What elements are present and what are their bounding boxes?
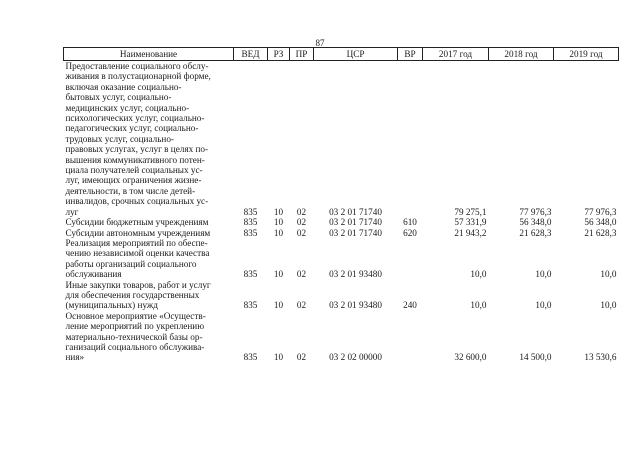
row-csr-cell: 03 2 01 71740	[329, 217, 382, 228]
row-2018-cell: 21 628,3	[519, 227, 552, 238]
row-pr-cell: 02	[296, 300, 307, 311]
row-2018-cell: 56 348,0	[519, 217, 552, 228]
row-pr-cell: 02	[296, 206, 307, 217]
row-2019-cell: 21 628,3	[584, 227, 617, 238]
row-ved-cell: 835	[243, 206, 258, 217]
row-pr-cell: 02	[296, 269, 307, 280]
row-name-cell: Основное мероприятие «Осуществ- ление мероприятий по укреплению материально-технической базы ор- ганизаций социального обслужива- ния»	[65, 310, 206, 363]
header-pr: ПР	[290, 48, 314, 61]
header-csr: ЦСР	[314, 48, 398, 61]
row-vr-cell: 240	[403, 300, 417, 311]
header-ved: ВЕД	[234, 48, 268, 61]
header-2018: 2018 год	[489, 48, 554, 61]
row-ved-cell: 835	[243, 269, 258, 280]
row-2018-cell: 10,0	[535, 300, 552, 311]
row-2019-cell: 13 530,6	[584, 352, 617, 363]
row-vr-cell	[398, 238, 423, 280]
row-ved-cell: 835	[243, 217, 258, 228]
row-rz-cell: 10	[273, 217, 284, 228]
row-2018-cell: 14 500,0	[519, 352, 552, 363]
row-2017-cell: 21 943,2	[454, 227, 487, 238]
row-vr-cell: 610	[403, 217, 417, 228]
row-pr-cell: 02	[296, 352, 307, 363]
row-2017-cell: 57 331,9	[454, 217, 487, 228]
row-name-cell: Субсидии автономным учреждениям	[65, 227, 211, 238]
row-2019-cell: 56 348,0	[584, 217, 617, 228]
row-name-cell: Реализация мероприятий по обеспе- чению независимой оценки качества работы организаций социального обслуживания	[65, 237, 210, 280]
table-row	[64, 217, 619, 227]
row-csr-cell: 03 2 01 93480	[329, 300, 382, 311]
row-2017-cell: 10,0	[470, 300, 487, 311]
row-pr-cell: 02	[296, 227, 307, 238]
row-csr-cell: 03 2 01 71740	[329, 227, 382, 238]
row-name-cell: Иные закупки товаров, работ и услуг для обеспечения государственных (муниципальных) нужд	[65, 279, 211, 311]
page-number: 87	[315, 38, 325, 48]
row-name-cell: Предоставление социального обслу- живания в полустационарной форме, включая оказание социально- бытовых услуг, социально- медицинских услуг, социально- психологических услуг, социально- педагогических услуг, социально- трудовых услуг, социально- правовых услугах, услуг в целях по- вышения коммуникативного потен- циала получателей социальных ус- луг, имеющих ограничения жизне- деятельности, в том числе детей- инвалидов, срочных социальных ус- луг	[65, 61, 211, 217]
row-2018-cell: 77 976,3	[519, 206, 552, 217]
row-csr-cell: 03 2 01 71740	[329, 206, 382, 217]
header-vr: ВР	[398, 48, 423, 61]
row-ved-cell: 835	[243, 300, 258, 311]
table-row	[64, 238, 619, 280]
row-rz-cell: 10	[273, 227, 284, 238]
table-row	[64, 228, 619, 238]
row-vr-cell	[398, 61, 423, 218]
row-rz-cell: 10	[273, 269, 284, 280]
row-rz-cell: 10	[273, 352, 284, 363]
row-rz-cell: 10	[273, 206, 284, 217]
budget-table	[63, 47, 619, 363]
row-vr-cell	[398, 311, 423, 363]
table-header-row	[64, 48, 619, 61]
header-2017: 2017 год	[423, 48, 489, 61]
header-rz: РЗ	[268, 48, 290, 61]
table-row	[64, 311, 619, 363]
row-2017-cell: 32 600,0	[454, 352, 487, 363]
row-vr-cell: 620	[403, 227, 417, 238]
row-ved-cell: 835	[243, 352, 258, 363]
header-name: Наименование	[64, 48, 234, 61]
row-pr-cell: 02	[296, 217, 307, 228]
row-rz-cell: 10	[273, 300, 284, 311]
row-2017-cell: 79 275,1	[454, 206, 487, 217]
table-row	[64, 280, 619, 311]
row-2017-cell: 10,0	[470, 269, 487, 280]
row-csr-cell: 03 2 01 93480	[329, 269, 382, 280]
row-2019-cell: 77 976,3	[584, 206, 617, 217]
table-body	[64, 61, 619, 363]
row-2019-cell: 10,0	[600, 269, 617, 280]
header-2019: 2019 год	[554, 48, 619, 61]
table-row	[64, 61, 619, 218]
row-2018-cell: 10,0	[535, 269, 552, 280]
row-ved-cell: 835	[243, 227, 258, 238]
row-name-cell: Субсидии бюджетным учреждениям	[65, 217, 209, 228]
row-csr-cell: 03 2 02 00000	[329, 352, 382, 363]
row-2019-cell: 10,0	[600, 300, 617, 311]
